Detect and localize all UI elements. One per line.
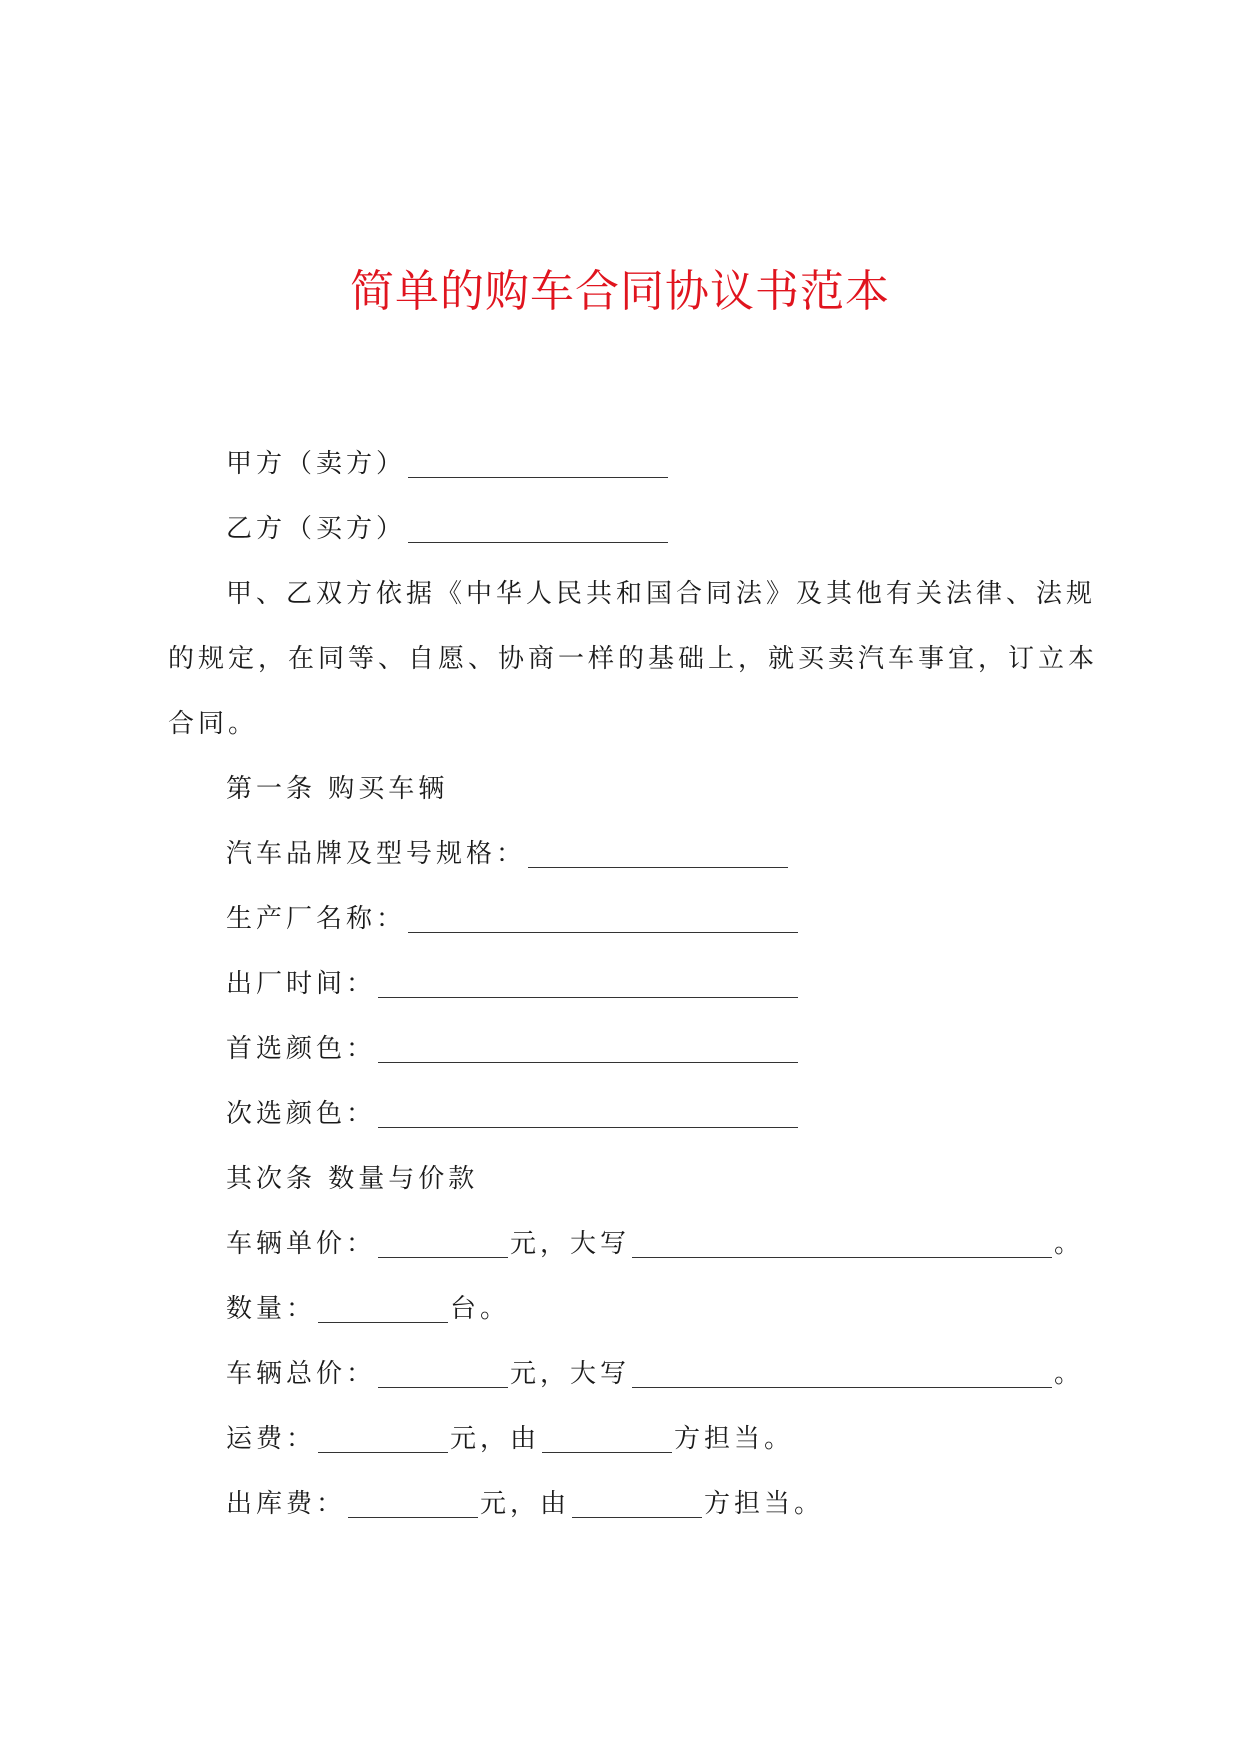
unit-price-period: 。 (1054, 1229, 1085, 1259)
brand-line (168, 822, 1088, 887)
party-b-line (168, 497, 1088, 562)
unit-price-daxie-label: 元，大写 (510, 1229, 631, 1259)
intro-line-2: 的规定，在同等、自愿、协商一样的基础上，就买卖汽车事宜，订立本 (168, 644, 1099, 674)
document-title: 简单的购车合同协议书范本 (350, 266, 890, 317)
first-color-blank[interactable] (378, 1034, 798, 1063)
article-1-heading: 第一条 购买车辆 (226, 774, 449, 804)
second-color-label: 次选颜色： (226, 1099, 377, 1129)
total-price-daxie-label: 元，大写 (510, 1359, 631, 1389)
intro-line-1: 甲、乙双方依据《中华人民共和国合同法》及其他有关法律、法规 (226, 579, 1097, 609)
quantity-blank[interactable] (318, 1294, 448, 1323)
unit-price-daxie-blank[interactable] (632, 1229, 1052, 1258)
factory-date-line (168, 952, 1088, 1017)
quantity-unit: 台。 (450, 1294, 511, 1324)
total-price-label: 车辆总价： (226, 1359, 377, 1389)
second-color-blank[interactable] (378, 1099, 798, 1128)
warehouse-fee-label: 出库费： (226, 1489, 347, 1519)
manufacturer-label: 生产厂名称： (226, 904, 407, 934)
brand-blank[interactable] (528, 839, 788, 868)
quantity-line (168, 1277, 1088, 1342)
freight-party-blank[interactable] (542, 1424, 672, 1453)
total-price-daxie-blank[interactable] (632, 1359, 1052, 1388)
total-price-blank[interactable] (378, 1359, 508, 1388)
party-a-line (168, 432, 1088, 497)
party-a-blank[interactable] (408, 449, 668, 478)
warehouse-fee-bear-label: 方担当。 (704, 1489, 825, 1519)
party-b-label: 乙方（买方） (226, 514, 407, 544)
quantity-label: 数量： (226, 1294, 317, 1324)
unit-price-blank[interactable] (378, 1229, 508, 1258)
manufacturer-blank[interactable] (408, 904, 798, 933)
freight-label: 运费： (226, 1424, 317, 1454)
warehouse-fee-amount-blank[interactable] (348, 1489, 478, 1518)
brand-label: 汽车品牌及型号规格： (226, 839, 527, 869)
total-price-line (168, 1342, 1088, 1407)
intro-line-3: 合同。 (168, 709, 259, 739)
warehouse-fee-by-label: 元，由 (480, 1489, 571, 1519)
first-color-line (168, 1017, 1088, 1082)
warehouse-fee-party-blank[interactable] (572, 1489, 702, 1518)
second-color-line (168, 1082, 1088, 1147)
factory-date-blank[interactable] (378, 969, 798, 998)
document-body (168, 432, 1099, 1537)
freight-amount-blank[interactable] (318, 1424, 448, 1453)
party-b-blank[interactable] (408, 514, 668, 543)
freight-bear-label: 方担当。 (674, 1424, 795, 1454)
unit-price-label: 车辆单价： (226, 1229, 377, 1259)
article-2-heading: 其次条 数量与价款 (226, 1164, 479, 1194)
unit-price-line (168, 1212, 1088, 1277)
warehouse-fee-line (168, 1472, 1088, 1537)
freight-by-label: 元，由 (450, 1424, 541, 1454)
freight-line (168, 1407, 1088, 1472)
first-color-label: 首选颜色： (226, 1034, 377, 1064)
total-price-period: 。 (1054, 1359, 1085, 1389)
factory-date-label: 出厂时间： (226, 969, 377, 999)
manufacturer-line (168, 887, 1088, 952)
party-a-label: 甲方（卖方） (226, 449, 407, 479)
